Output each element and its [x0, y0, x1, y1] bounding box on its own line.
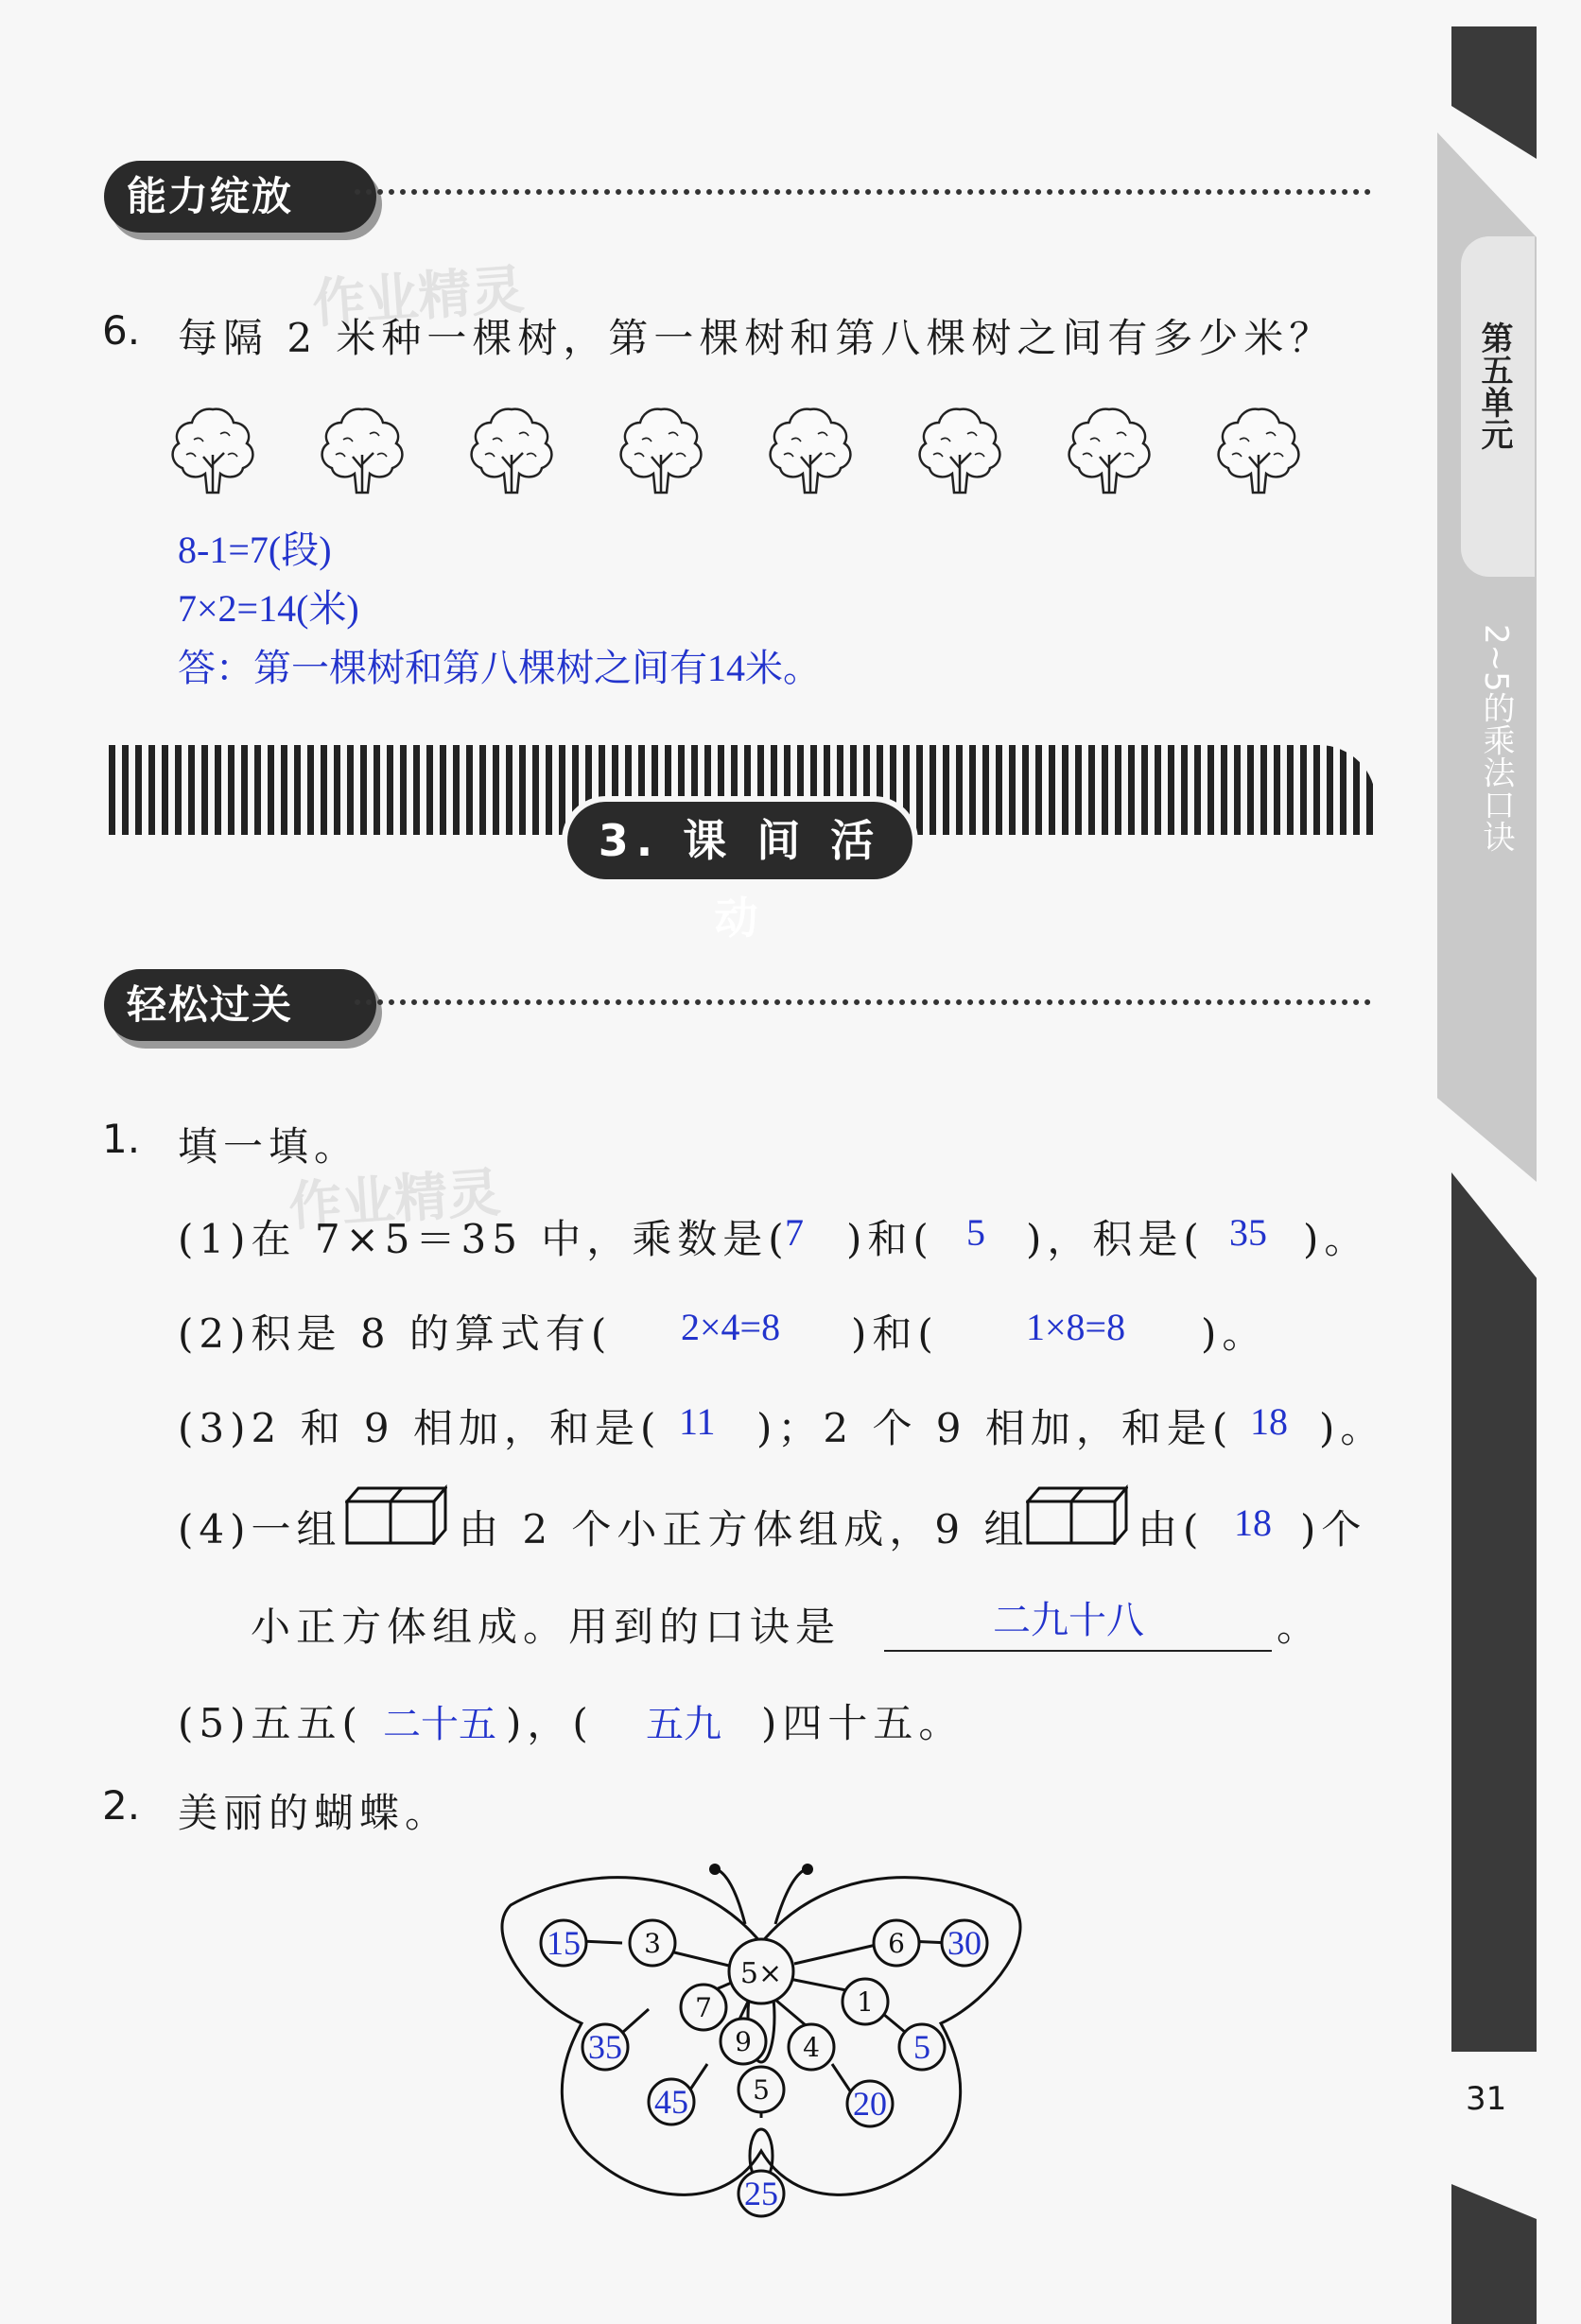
butterfly-answer-number: 20 [853, 2085, 887, 2123]
answer-underline [884, 1650, 1272, 1652]
q1-part4-e: 小正方体组成。用到的口诀是 [251, 1604, 842, 1650]
tree-icon [614, 402, 708, 496]
topic-tab-label: 2~5的乘法口诀 [1477, 624, 1515, 853]
q1-part4-d: )个 [1300, 1506, 1367, 1552]
tree-row [165, 402, 1319, 496]
butterfly-answer-number: 45 [654, 2083, 688, 2121]
q1-part1-b: )和( [846, 1216, 934, 1262]
question-6-text: 每隔 2 米种一棵树，第一棵树和第八棵树之间有多少米？ [178, 315, 1335, 361]
q1-part4-answer1: 18 [1234, 1501, 1272, 1544]
page-number: 31 [1466, 2080, 1507, 2118]
q1-part1-c: )，积是( [1026, 1216, 1205, 1262]
q1-part4-a: (4)一组 [178, 1506, 342, 1552]
question-6-number: 6. [102, 307, 141, 354]
header-dotted-line-2 [355, 999, 1371, 1005]
q1-part3-a: (3)2 和 9 相加，和是( [178, 1405, 662, 1451]
butterfly-inner-number: 6 [888, 1928, 905, 1959]
q1-part3-answer1: 11 [679, 1400, 716, 1443]
tab-strip-bottom [1451, 2184, 1537, 2324]
butterfly-answer-number: 15 [547, 1924, 581, 1962]
q1-part5-a: (5)五五( [178, 1700, 363, 1746]
q6-answer-line3: 答：第一棵树和第八棵树之间有14米。 [178, 647, 821, 689]
q1-part5-answer2: 五九 [646, 1703, 721, 1745]
tab-strip-top [1451, 26, 1537, 159]
tree-icon [165, 402, 260, 496]
question-1-title: 填一填。 [178, 1123, 360, 1170]
q1-part3-b: )；2 个 9 相加，和是( [756, 1405, 1234, 1451]
q1-part2-a: (2)积是 8 的算式有( [178, 1310, 613, 1357]
q1-part2-answer1: 2×4=8 [681, 1306, 781, 1348]
tree-icon [464, 402, 559, 496]
butterfly-answer-number: 5 [913, 2028, 930, 2066]
q1-part2-c: )。 [1201, 1310, 1268, 1357]
q1-part1-answer2: 5 [966, 1211, 985, 1254]
header-dotted-line [355, 189, 1371, 195]
q6-answer-line2: 7×2=14(米) [178, 587, 359, 630]
q1-part2-answer2: 1×8=8 [1026, 1306, 1126, 1348]
butterfly-inner-number: 9 [735, 2026, 752, 2057]
tab-strip-mid [1451, 1172, 1537, 2052]
cube-group-icon [345, 1484, 447, 1545]
butterfly-inner-number: 7 [695, 1992, 712, 2023]
butterfly-inner-number: 3 [644, 1928, 661, 1959]
butterfly-inner-number: 1 [857, 1986, 874, 2018]
watermark-2: 作业精灵 [287, 1162, 503, 1239]
q1-part5-answer1: 二十五 [383, 1703, 496, 1745]
butterfly-answer-number: 25 [744, 2175, 778, 2212]
butterfly-inner-number: 5 [753, 2074, 770, 2106]
q1-part4-answer2: 二九十八 [993, 1599, 1144, 1641]
q6-answer-line1: 8-1=7(段) [178, 529, 332, 571]
question-2-number: 2. [102, 1782, 141, 1829]
butterfly-answer-number: 35 [588, 2028, 622, 2066]
q1-part1-a: (1)在 7×5＝35 中，乘数是( [178, 1216, 790, 1262]
tree-icon [912, 402, 1007, 496]
q1-part1-answer3: 35 [1229, 1211, 1267, 1254]
section-banner-title: 3. 课 间 活 动 [567, 802, 912, 879]
butterfly-diagram [492, 1848, 1059, 2236]
butterfly-answer-number: 30 [947, 1924, 982, 1962]
q1-part4-b: 由 2 个小正方体组成，9 组 [459, 1506, 1030, 1552]
tree-icon [763, 402, 858, 496]
q1-part4-c: 由( [1138, 1506, 1205, 1552]
unit-tab-label: 第五单元 [1475, 321, 1513, 450]
section-header-easy: 轻松过关 [104, 969, 376, 1041]
q1-part1-answer1: 7 [785, 1211, 804, 1254]
question-2-title: 美丽的蝴蝶。 [178, 1790, 451, 1836]
q1-part5-c: )四十五。 [761, 1700, 964, 1746]
tree-icon [315, 402, 409, 496]
section-header-ability: 能力绽放 [104, 161, 376, 233]
tree-icon [1062, 402, 1156, 496]
q1-part5-b: )，( [506, 1700, 594, 1746]
cube-group-icon-2 [1026, 1484, 1128, 1545]
question-1-number: 1. [102, 1116, 141, 1162]
q1-part3-answer2: 18 [1250, 1400, 1288, 1443]
q1-part2-b: )和( [851, 1310, 939, 1357]
watermark: 作业精灵 [310, 259, 527, 336]
butterfly-inner-number: 4 [803, 2032, 820, 2063]
q1-part4-f: 。 [1277, 1604, 1323, 1650]
butterfly-center: 5× [739, 1957, 783, 1990]
q1-part1-d: )。 [1303, 1216, 1370, 1262]
tree-icon [1211, 402, 1306, 496]
q1-part3-c: )。 [1319, 1405, 1386, 1451]
